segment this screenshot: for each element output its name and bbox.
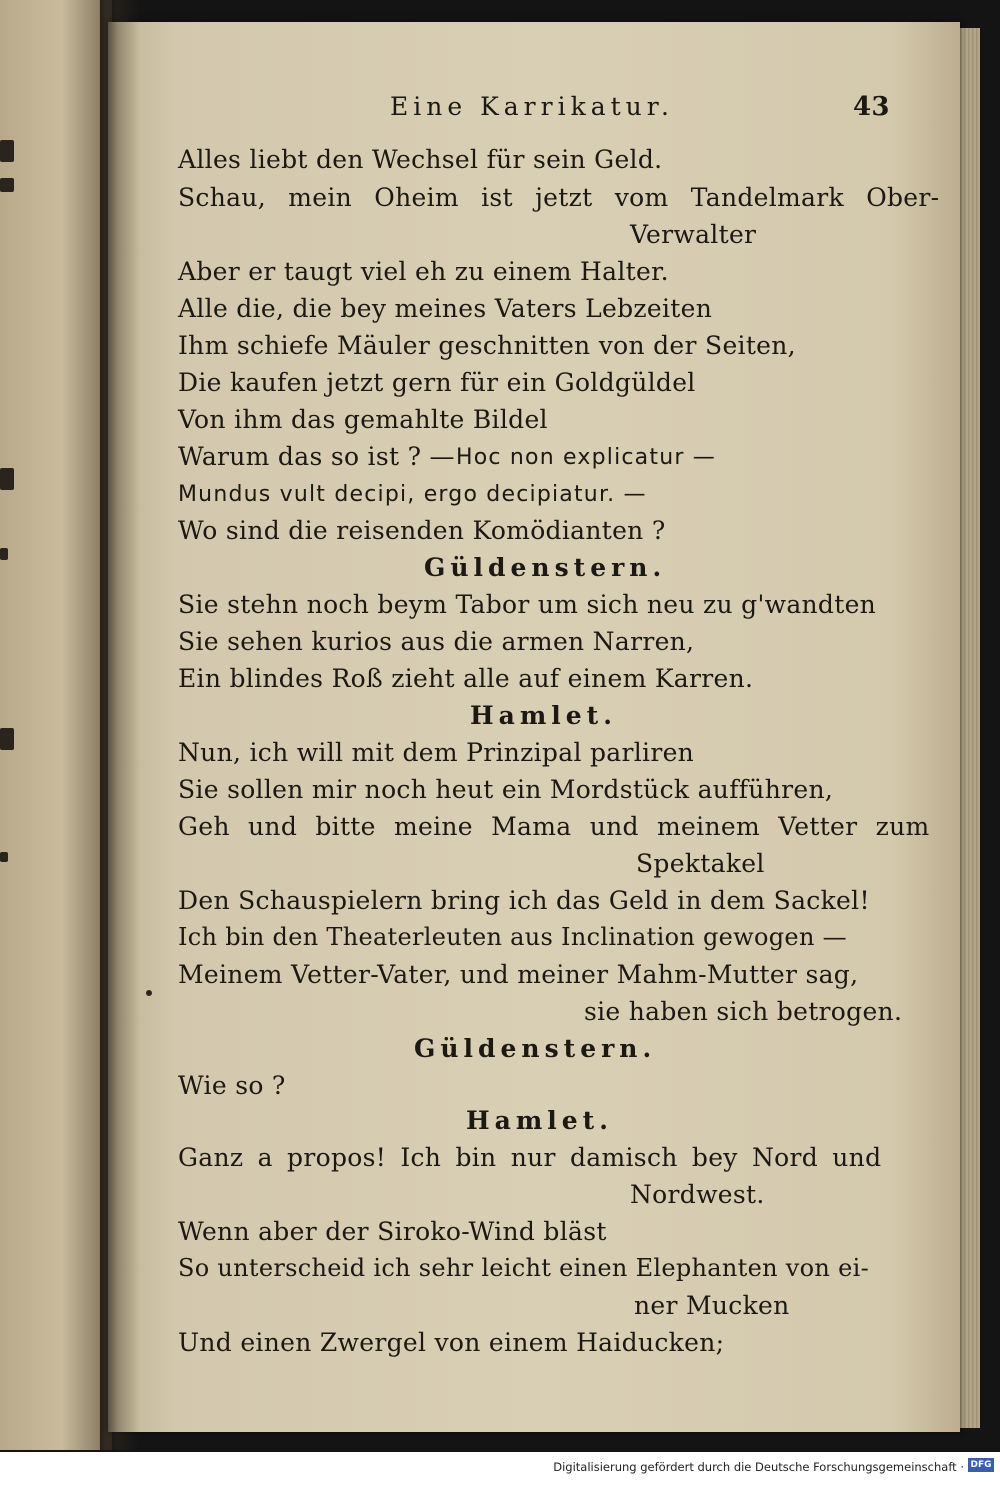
text-line: Alle die, die bey meines Vaters Lebzeiten bbox=[178, 294, 713, 323]
speaker-name: Hamlet. bbox=[470, 701, 617, 730]
text-line: Warum das so ist ? — bbox=[178, 442, 455, 471]
dfg-logo-icon: DFG bbox=[968, 1458, 994, 1472]
text-line: Den Schauspielern bring ich das Geld in dem Sackel! bbox=[178, 886, 870, 915]
left-facing-page bbox=[0, 0, 112, 1450]
left-page-ink-fragment bbox=[0, 728, 14, 750]
left-page-ink-fragment bbox=[0, 468, 14, 490]
ink-speck bbox=[146, 990, 152, 996]
text-line: So unterscheid ich sehr leicht einen Elephanten von ei- bbox=[178, 1254, 869, 1282]
text-line: Nun, ich will mit dem Prinzipal parliren bbox=[178, 738, 695, 767]
text-line: Spektakel bbox=[636, 849, 765, 878]
text-line: Sie sollen mir noch heut ein Mordstück aufführen, bbox=[178, 775, 834, 804]
latin-text-line: Mundus vult decipi, ergo decipiatur. — bbox=[178, 482, 647, 507]
text-line: Die kaufen jetzt gern für ein Goldgüldel bbox=[178, 368, 696, 397]
left-page-ink-fragment bbox=[0, 140, 14, 162]
text-line: Sie sehen kurios aus die armen Narren, bbox=[178, 627, 695, 656]
page-number: 43 bbox=[853, 92, 890, 122]
text-line: Von ihm das gemahlte Bildel bbox=[178, 405, 548, 434]
text-line: Ein blindes Roß zieht alle auf einem Karren. bbox=[178, 664, 754, 693]
text-line: Wo sind die reisenden Komödianten ? bbox=[178, 516, 666, 545]
text-line: Ihm schiefe Mäuler geschnitten von der Seiten, bbox=[178, 331, 796, 360]
left-page-ink-fragment bbox=[0, 548, 8, 560]
text-line: Wenn aber der Siroko-Wind bläst bbox=[178, 1217, 607, 1246]
footer-bar bbox=[0, 1452, 1000, 1487]
latin-text-line: Hoc non explicatur — bbox=[456, 445, 716, 470]
text-line: Nordwest. bbox=[630, 1180, 765, 1209]
left-page-ink-fragment bbox=[0, 852, 8, 862]
text-line: Ganz a propos! Ich bin nur damisch bey Nord und bbox=[178, 1143, 882, 1172]
text-line: Verwalter bbox=[630, 220, 757, 249]
text-line: Alles liebt den Wechsel für sein Geld. bbox=[178, 145, 663, 174]
text-line: Ich bin den Theaterleuten aus Inclination gewogen — bbox=[178, 923, 847, 951]
text-line: sie haben sich betrogen. bbox=[584, 997, 903, 1026]
speaker-name: Hamlet. bbox=[466, 1106, 613, 1135]
text-line: Und einen Zwergel von einem Haiducken; bbox=[178, 1328, 725, 1357]
speaker-name: Güldenstern. bbox=[424, 553, 667, 582]
text-line: ner Mucken bbox=[634, 1291, 790, 1320]
page-edge-stack bbox=[958, 28, 980, 1428]
text-line: Geh und bitte meine Mama und meinem Vetter zum bbox=[178, 812, 930, 841]
funding-credit: Digitalisierung gefördert durch die Deutsche Forschungsgemeinschaft · bbox=[553, 1460, 964, 1474]
text-line: Wie so ? bbox=[178, 1071, 286, 1100]
speaker-name: Güldenstern. bbox=[414, 1034, 657, 1063]
left-page-ink-fragment bbox=[0, 178, 14, 192]
text-line: Aber er taugt viel eh zu einem Halter. bbox=[178, 257, 669, 286]
text-line: Meinem Vetter-Vater, und meiner Mahm-Mutter sag, bbox=[178, 960, 859, 989]
text-line: Sie stehn noch beym Tabor um sich neu zu g'wandten bbox=[178, 590, 877, 619]
text-line: Schau, mein Oheim ist jetzt vom Tandelmark Ober- bbox=[178, 183, 940, 212]
running-head: Eine Karrikatur. bbox=[390, 92, 674, 121]
gutter-shadow bbox=[100, 0, 140, 1450]
